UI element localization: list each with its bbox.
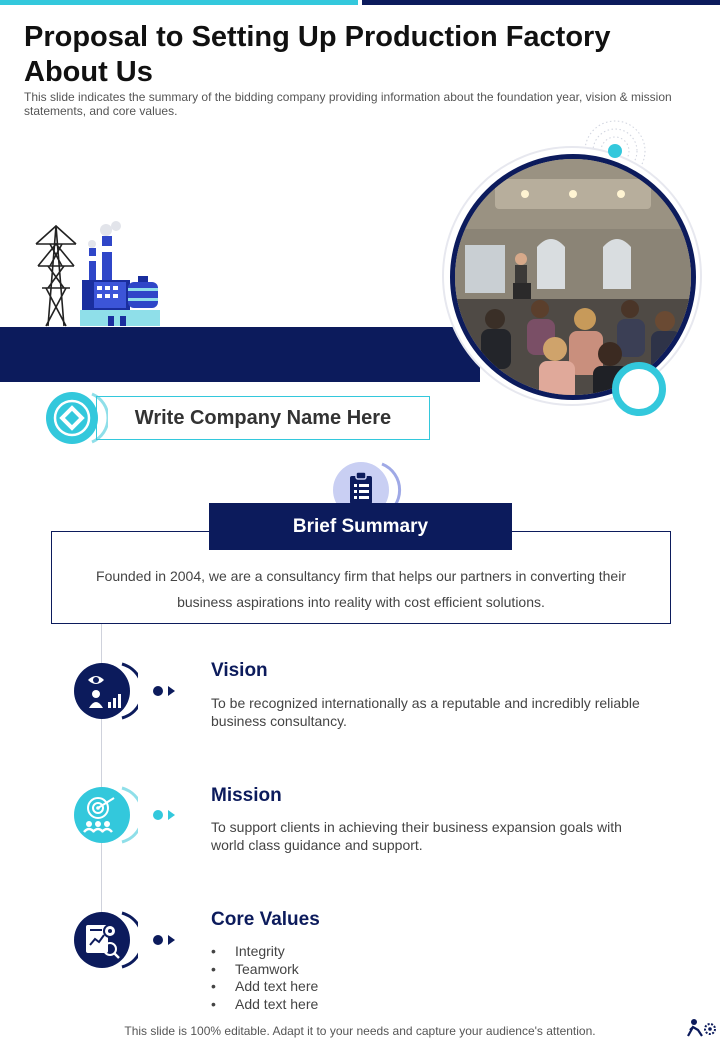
mission-arrow-icon	[152, 808, 178, 822]
summary-heading: Brief Summary	[209, 503, 512, 550]
factory-icon	[28, 218, 168, 328]
vision-title: Vision	[211, 660, 268, 681]
vision-arrow-icon	[152, 684, 178, 698]
core-value-item: • Teamwork	[211, 961, 318, 979]
page-subtitle: This slide indicates the summary of the bidding company providing information about the foundation year, vision & mission statements, and core values.	[24, 90, 672, 118]
summary-text: Founded in 2004, we are a consultancy firm that helps our partners in converting their business aspirations into reality with cost efficient solutions.	[96, 568, 626, 610]
company-name-box: Write Company Name Here	[96, 396, 430, 440]
brand-logo-icon	[684, 1018, 718, 1038]
core-values-list	[211, 943, 318, 1013]
header-band	[0, 327, 480, 382]
vision-text: To be recognized internationally as a reputable and incredibly reliable business consultancy.	[211, 695, 640, 729]
core-values-title: Core Values	[211, 909, 320, 930]
values-chart-icon	[72, 909, 138, 971]
target-icon	[72, 784, 138, 846]
mission-text: To support clients in achieving their business expansion goals with world class guidance and support.	[211, 819, 622, 853]
footer-note: This slide is 100% editable. Adapt it to your needs and capture your audience's attention.	[124, 1024, 596, 1038]
page-title: Proposal to Setting Up Production Factory About Us	[24, 21, 611, 88]
core-value-item: • Add text here	[211, 996, 318, 1014]
core-value-item: • Integrity	[211, 943, 318, 961]
mission-title: Mission	[211, 785, 282, 806]
top-accent-bar-cyan	[0, 0, 358, 5]
core-value-item: • Add text here	[211, 978, 318, 996]
accent-dot	[608, 144, 622, 158]
meeting-photo-illustration	[455, 159, 691, 395]
vision-eye-icon	[72, 660, 138, 722]
accent-ring	[612, 362, 666, 416]
top-accent-bar-navy	[362, 0, 720, 5]
core-values-arrow-icon	[152, 933, 178, 947]
meeting-photo	[450, 154, 696, 400]
